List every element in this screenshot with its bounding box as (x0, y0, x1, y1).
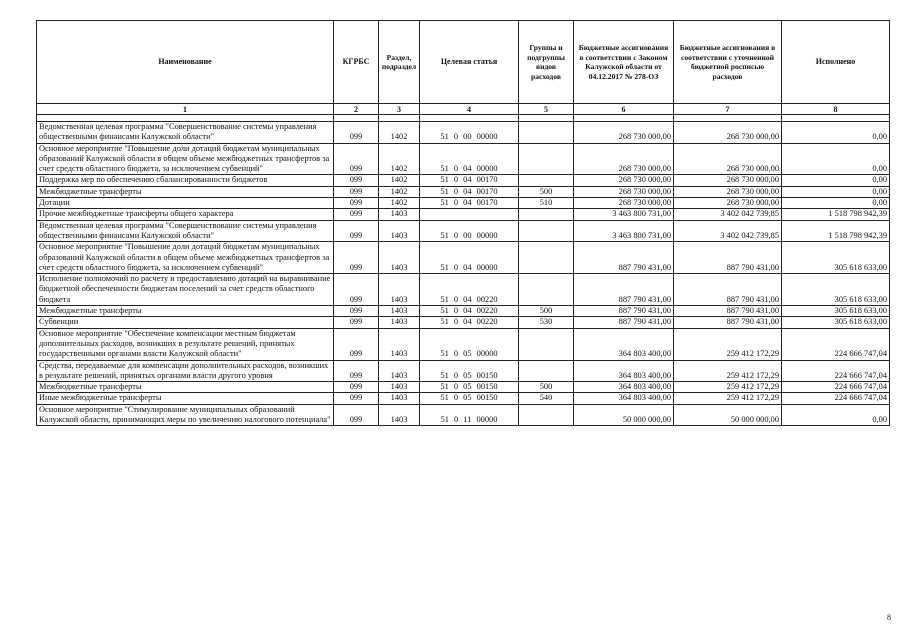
spacer-cell (37, 115, 334, 122)
row-group: 500 (519, 382, 574, 393)
row-section: 1403 (379, 317, 420, 328)
header-groups: Группы и подгруппы видов расходов (519, 21, 574, 104)
row-assign-refined: 259 412 172,29 (674, 382, 782, 393)
row-executed: 224 666 747,04 (782, 328, 890, 360)
budget-table (36, 20, 890, 426)
spacer-cell (334, 115, 379, 122)
row-assign-refined: 268 730 000,00 (674, 175, 782, 186)
row-kgrbs: 099 (334, 306, 379, 317)
row-section: 1402 (379, 198, 420, 209)
row-section: 1402 (379, 122, 420, 144)
row-assign-law: 3 463 800 731,00 (574, 220, 674, 242)
table-row (37, 209, 890, 220)
row-executed: 0,00 (782, 122, 890, 144)
column-number-row (37, 104, 890, 115)
row-section: 1403 (379, 328, 420, 360)
row-section: 1403 (379, 274, 420, 306)
row-name: Ведомственная целевая программа "Совершенствование системы управления общественными финансами Калужской области" (37, 122, 334, 144)
spacer-cell (782, 115, 890, 122)
table-row (37, 306, 890, 317)
row-target: 51 0 00 00000 (420, 220, 519, 242)
row-group (519, 242, 574, 274)
row-section: 1403 (379, 306, 420, 317)
row-group: 500 (519, 186, 574, 197)
row-assign-refined: 887 790 431,00 (674, 274, 782, 306)
row-group (519, 220, 574, 242)
row-assign-refined: 887 790 431,00 (674, 306, 782, 317)
row-executed: 1 518 798 942,39 (782, 220, 890, 242)
row-section: 1403 (379, 404, 420, 426)
table-row (37, 274, 890, 306)
col-number: 6 (574, 104, 674, 115)
table-row (37, 198, 890, 209)
table-row (37, 143, 890, 175)
col-number: 3 (379, 104, 420, 115)
row-name: Средства, передаваемые для компенсации дополнительных расходов, возникших в результате решений, принятых органами власти другого уровня (37, 360, 334, 382)
row-assign-law: 364 803 400,00 (574, 382, 674, 393)
row-group: 540 (519, 393, 574, 404)
row-target: 51 0 04 00220 (420, 317, 519, 328)
row-target: 51 0 05 00000 (420, 328, 519, 360)
row-kgrbs: 099 (334, 317, 379, 328)
row-kgrbs: 099 (334, 404, 379, 426)
col-number: 7 (674, 104, 782, 115)
row-section: 1403 (379, 242, 420, 274)
row-assign-refined: 259 412 172,29 (674, 360, 782, 382)
row-assign-law: 268 730 000,00 (574, 175, 674, 186)
row-section: 1403 (379, 393, 420, 404)
row-group (519, 209, 574, 220)
row-executed: 0,00 (782, 143, 890, 175)
table-row (37, 186, 890, 197)
row-assign-refined: 3 402 042 739,85 (674, 220, 782, 242)
spacer-cell (519, 115, 574, 122)
row-assign-law: 887 790 431,00 (574, 317, 674, 328)
row-group (519, 143, 574, 175)
table-row (37, 328, 890, 360)
row-kgrbs: 099 (334, 220, 379, 242)
row-kgrbs: 099 (334, 122, 379, 144)
row-assign-law: 887 790 431,00 (574, 242, 674, 274)
row-name: Поддержка мер по обеспечению сбалансированности бюджетов (37, 175, 334, 186)
row-kgrbs: 099 (334, 175, 379, 186)
row-executed: 305 618 633,00 (782, 317, 890, 328)
row-kgrbs: 099 (334, 328, 379, 360)
col-number: 8 (782, 104, 890, 115)
col-number: 1 (37, 104, 334, 115)
row-assign-refined: 887 790 431,00 (674, 242, 782, 274)
row-section: 1403 (379, 209, 420, 220)
header-row (37, 21, 890, 104)
row-kgrbs: 099 (334, 382, 379, 393)
table-row (37, 382, 890, 393)
row-kgrbs: 099 (334, 360, 379, 382)
page-number: 8 (887, 613, 891, 622)
row-executed: 0,00 (782, 198, 890, 209)
row-group (519, 122, 574, 144)
row-name: Иные межбюджетные трансферты (37, 393, 334, 404)
spacer-cell (379, 115, 420, 122)
row-executed: 305 618 633,00 (782, 242, 890, 274)
row-name: Межбюджетные трансферты (37, 306, 334, 317)
row-group (519, 360, 574, 382)
row-section: 1402 (379, 143, 420, 175)
row-name: Дотации (37, 198, 334, 209)
row-target: 51 0 04 00000 (420, 143, 519, 175)
header-assign-law: Бюджетные ассигнования в соответствии с Законом Калужской области от 04.12.2017 № 278-ОЗ (574, 21, 674, 104)
header-name: Наименование (37, 21, 334, 104)
row-assign-law: 268 730 000,00 (574, 198, 674, 209)
row-group: 510 (519, 198, 574, 209)
row-assign-refined: 259 412 172,29 (674, 328, 782, 360)
row-kgrbs: 099 (334, 209, 379, 220)
col-number: 5 (519, 104, 574, 115)
row-name: Исполнение полномочий по расчету и предоставлению дотаций на выравнивание бюджетной обеспеченности бюджетам поселений за счет средств областного бюджета (37, 274, 334, 306)
row-executed: 1 518 798 942,39 (782, 209, 890, 220)
header-target: Целевая статья (420, 21, 519, 104)
table-row (37, 220, 890, 242)
row-section: 1402 (379, 186, 420, 197)
row-kgrbs: 099 (334, 274, 379, 306)
row-assign-law: 364 803 400,00 (574, 393, 674, 404)
row-assign-refined: 268 730 000,00 (674, 198, 782, 209)
spacer-cell (574, 115, 674, 122)
row-assign-law: 268 730 000,00 (574, 186, 674, 197)
spacer-row (37, 115, 890, 122)
row-name: Межбюджетные трансферты (37, 382, 334, 393)
row-target: 51 0 04 00170 (420, 175, 519, 186)
row-executed: 0,00 (782, 186, 890, 197)
table-row (37, 317, 890, 328)
header-executed: Исполнено (782, 21, 890, 104)
row-executed: 0,00 (782, 404, 890, 426)
row-assign-law: 364 803 400,00 (574, 360, 674, 382)
row-name: Прочие межбюджетные трансферты общего характера (37, 209, 334, 220)
row-target: 51 0 04 00000 (420, 242, 519, 274)
row-group (519, 274, 574, 306)
row-executed: 0,00 (782, 175, 890, 186)
table-row (37, 175, 890, 186)
header-section: Раздел, подраздел (379, 21, 420, 104)
row-kgrbs: 099 (334, 393, 379, 404)
row-name: Субвенции (37, 317, 334, 328)
row-target: 51 0 05 00150 (420, 393, 519, 404)
table-row (37, 393, 890, 404)
table-row (37, 404, 890, 426)
row-section: 1402 (379, 175, 420, 186)
row-name: Межбюджетные трансферты (37, 186, 334, 197)
row-assign-law: 364 803 400,00 (574, 328, 674, 360)
row-target (420, 209, 519, 220)
row-target: 51 0 04 00220 (420, 306, 519, 317)
row-name: Основное мероприятие "Обеспечение компенсации местным бюджетам дополнительных расходов, возникших в результате решений, принятых государственными органами власти Калужской области" (37, 328, 334, 360)
row-kgrbs: 099 (334, 143, 379, 175)
row-target: 51 0 05 00150 (420, 360, 519, 382)
row-target: 51 0 04 00170 (420, 186, 519, 197)
table-row (37, 360, 890, 382)
row-target: 51 0 04 00170 (420, 198, 519, 209)
row-group (519, 175, 574, 186)
row-name: Ведомственная целевая программа "Совершенствование системы управления общественными финансами Калужской области" (37, 220, 334, 242)
row-assign-refined: 50 000 000,00 (674, 404, 782, 426)
row-kgrbs: 099 (334, 242, 379, 274)
col-number: 4 (420, 104, 519, 115)
row-section: 1403 (379, 220, 420, 242)
row-assign-law: 268 730 000,00 (574, 143, 674, 175)
row-name: Основное мероприятие "Стимулирование муниципальных образований Калужской области, принимающих меры по увеличению налогового потенциала" (37, 404, 334, 426)
row-assign-law: 50 000 000,00 (574, 404, 674, 426)
spacer-cell (674, 115, 782, 122)
row-assign-refined: 268 730 000,00 (674, 143, 782, 175)
row-target: 51 0 04 00220 (420, 274, 519, 306)
header-kgrbs: КГРБС (334, 21, 379, 104)
row-assign-refined: 259 412 172,29 (674, 393, 782, 404)
row-name: Основное мероприятие "Повышение доли дотаций бюджетам муниципальных образований Калужской области в общем объеме межбюджетных трансфертов за счет средств областного бюджета, за исключением субвенций" (37, 242, 334, 274)
row-target: 51 0 00 00000 (420, 122, 519, 144)
row-group (519, 328, 574, 360)
row-target: 51 0 05 00150 (420, 382, 519, 393)
row-assign-law: 3 463 800 731,00 (574, 209, 674, 220)
row-group (519, 404, 574, 426)
row-assign-refined: 3 402 042 739,85 (674, 209, 782, 220)
row-executed: 305 618 633,00 (782, 274, 890, 306)
row-name: Основное мероприятие "Повышение доли дотаций бюджетам муниципальных образований Калужской области в общем объеме межбюджетных трансфертов за счет средств областного бюджета, за исключением субвенций" (37, 143, 334, 175)
row-assign-law: 887 790 431,00 (574, 274, 674, 306)
table-row (37, 242, 890, 274)
row-group: 530 (519, 317, 574, 328)
row-section: 1403 (379, 382, 420, 393)
col-number: 2 (334, 104, 379, 115)
row-group: 500 (519, 306, 574, 317)
row-kgrbs: 099 (334, 198, 379, 209)
row-assign-law: 268 730 000,00 (574, 122, 674, 144)
row-kgrbs: 099 (334, 186, 379, 197)
row-target: 51 0 11 00000 (420, 404, 519, 426)
table-row (37, 122, 890, 144)
row-executed: 224 666 747,04 (782, 382, 890, 393)
row-assign-law: 887 790 431,00 (574, 306, 674, 317)
row-executed: 305 618 633,00 (782, 306, 890, 317)
row-executed: 224 666 747,04 (782, 360, 890, 382)
row-assign-refined: 887 790 431,00 (674, 317, 782, 328)
spacer-cell (420, 115, 519, 122)
header-assign-refined: Бюджетные ассигнования в соответствии с уточненной бюджетной росписью расходов (674, 21, 782, 104)
row-section: 1403 (379, 360, 420, 382)
row-assign-refined: 268 730 000,00 (674, 186, 782, 197)
row-executed: 224 666 747,04 (782, 393, 890, 404)
row-assign-refined: 268 730 000,00 (674, 122, 782, 144)
